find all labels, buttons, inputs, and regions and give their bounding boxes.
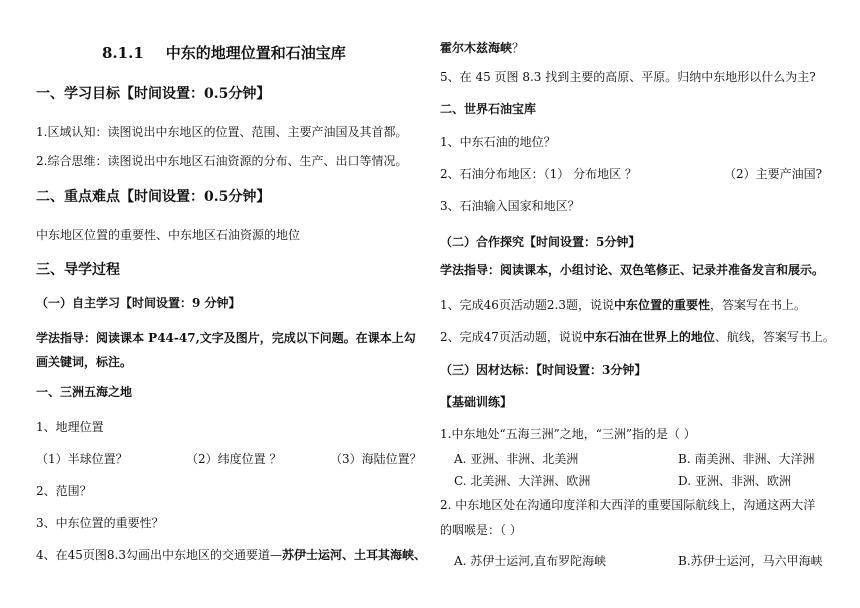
question-4-mark: ？ [512,41,525,55]
question-4-continued [440,40,524,56]
exercise-1-option-a: A. 亚洲、非洲、北美洲 [454,452,579,466]
method-guide-2: 学法指导：阅读课本，小组讨论、双色笔修正、记录并准备发言和展示。 [440,263,825,277]
coop-task-2-end: 、航线，答案写书上。 [714,330,835,344]
coop-task-1-end: ，答案写在书上。 [710,298,807,312]
title-text: 中东的地理位置和石油宝库 [165,44,346,62]
method-guide-line-1: 学法指导：阅读课本 P44-47,文字及图片，完成以下问题。在课本上勾 [36,331,416,345]
question-1: 1、地理位置 [36,420,104,434]
subheading-cooperation: （二）合作探究【时间设置：5分钟】 [440,235,641,249]
question-5: 5、在 45 页图 8.3 找到主要的高原、平原。归纳中东地形以什么为主? [440,70,816,84]
exercise-2-option-a: A. 苏伊士运河,直布罗陀海峡 [454,554,607,568]
oil-question-2b: （2）主要产油国? [724,167,823,181]
question-3: 3、中东位置的重要性？ [36,516,164,530]
section-heading-goals: 一、学习目标【时间设置：0.5分钟】 [36,86,271,102]
question-1c: （3）海陆位置？ [330,452,422,466]
question-2: 2、范围？ [36,484,92,498]
question-4-text: 4、在45页图8.3勾画出中东地区的交通要道— [36,548,282,562]
oil-question-2a: 2、石油分布地区：（1） 分布地区 ？ [440,167,637,181]
exercise-2-line-1: 2. 中东地区处在沟通印度洋和大西洋的重要国际航线上，沟通这两大洋 [440,498,816,512]
question-4 [36,547,426,563]
oil-question-1: 1、中东石油的地位？ [440,135,556,149]
question-1a: （1）半球位置？ [36,452,128,466]
coop-task-1-keyword: 中东位置的重要性 [614,298,711,312]
exercise-2-line-2: 的咽喉是：（ ） [440,523,522,537]
coop-task-1 [440,297,806,313]
basic-training-label: 【基础训练】 [440,395,513,409]
exercise-2-option-b: B.苏伊士运河，马六甲海峡 [678,554,823,568]
part-heading-oil: 二、世界石油宝库 [440,102,537,116]
oil-question-3: 3、石油输入国家和地区？ [440,199,580,213]
exercise-1-option-b: B. 南美洲、非洲、大洋洲 [678,452,815,466]
title-number: 8.1.1 [102,44,144,62]
question-4-keywords: 苏伊士运河、土耳其海峡、 [282,548,427,562]
page-title [102,45,346,61]
part-heading-location: 一、三洲五海之地 [36,385,133,399]
question-4-keyword-strait: 霍尔木兹海峡 [440,41,513,55]
section-heading-process: 三、导学过程 [36,262,120,278]
subheading-self-study: （一）自主学习【时间设置：9 分钟】 [36,296,241,310]
coop-task-2 [440,329,835,345]
section-heading-key-points: 二、重点难点【时间设置：0.5分钟】 [36,189,271,205]
exercise-1: 1.中东地处“五海三洲”之地，“三洲”指的是（ ） [440,427,696,441]
coop-task-2-keyword: 中东石油在世界上的地位 [582,330,715,344]
goal-2: 2.综合思维：读图说出中东地区石油资源的分布、生产、出口等情况。 [36,154,408,168]
method-guide-line-2: 画关键词，标注。 [36,355,133,369]
goal-1: 1.区域认知：读图说出中东地区的位置、范围、主要产油国及其首都。 [36,125,408,139]
coop-task-2-text: 2、完成47页活动题，说说 [440,330,583,344]
exercise-1-option-c: C. 北美洲、大洋洲、欧洲 [454,474,591,488]
question-1b: （2）纬度位置 ？ [186,452,282,466]
subheading-practice: （三）因材达标：【时间设置：3分钟】 [440,363,647,377]
key-points-text: 中东地区位置的重要性、中东地区石油资源的地位 [36,228,301,242]
coop-task-1-text: 1、完成46页活动题2.3题，说说 [440,298,614,312]
exercise-1-option-d: D. 亚洲、非洲、欧洲 [678,474,791,488]
